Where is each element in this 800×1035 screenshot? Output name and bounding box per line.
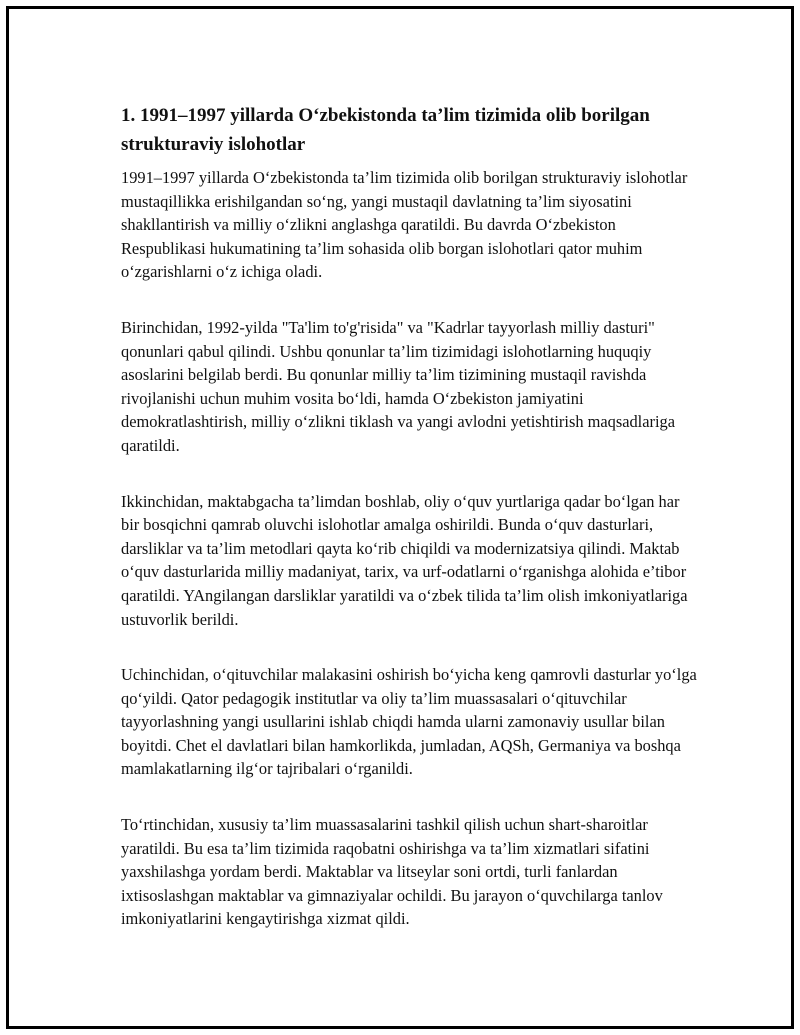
paragraph-second-point: Ikkinchidan, maktabgacha ta’limdan boshlab, oliy o‘quv yurtlariga qadar bo‘lgan har bir bosqichni qamrab oluvchi islohotlar amalga oshirildi. Bunda o‘quv dasturlari, darsliklar va ta’lim metodlari qayta ko‘rib chiqildi va modernizatsiya qilindi. Maktab o‘quv dasturlarida milliy madaniyat, tarix, va urf-odatlarni o‘rganishga alohida e’tibor qaratildi. YAngilangan darsliklar yaratildi va o‘zbek tilida ta’lim olish imkoniyatlariga ustuvorlik berildi. xyxy=(121,491,688,629)
page-frame xyxy=(6,6,794,1029)
document-body xyxy=(121,91,701,955)
paragraph-third-point: Uchinchidan, o‘qituvchilar malakasini oshirish bo‘yicha keng qamrovli dasturlar yo‘lga qo‘yildi. Qator pedagogik institutlar va oliy ta’lim muassasalari o‘qituvchilar tayyorlashning yangi usullarini ishlab chiqdi hamda ularni zamonaviy usullar bilan boyitdi. Chet el davlatlari bilan hamkorlikda, jumladan, AQSh, Germaniya va boshqa mamlakatlarning ilg‘or tajribalari o‘rganildi. xyxy=(121,665,697,779)
paragraph-fourth-point: To‘rtinchidan, xususiy ta’lim muassasalarini tashkil qilish uchun shart-sharoitlar yaratildi. Bu esa ta’lim tizimida raqobatni oshirishga va ta’lim xizmatlari sifatini yaxshilashga yordam berdi. Maktablar va litseylar soni ortdi, turli fanlardan ixtisoslashgan maktablar va gimnaziyalar ochildi. Bu jarayon o‘quvchilarga tanlov imkoniyatlarini kengaytirishga xizmat qildi. xyxy=(121,815,663,929)
paragraph-first-point: Birinchidan, 1992-yilda "Ta'lim to'g'risida" va "Kadrlar tayyorlash milliy dasturi" qonunlari qabul qilindi. Ushbu qonunlar ta’lim tizimidagi islohotlarning huquqiy asoslarini belgilab berdi. Bu qonunlar milliy ta’lim tizimining mustaqil ravishda rivojlanishi uchun muhim vosita bo‘ldi, hamda O‘zbekiston jamiyatini demokratlashtirish, milliy o‘zlikni tiklash va yangi avlodni yetishtirish maqsadlariga qaratildi. xyxy=(121,317,675,455)
section-heading: 1. 1991–1997 yillarda O‘zbekistonda ta’lim tizimida olib borilgan strukturaviy islohotlar xyxy=(121,105,650,155)
paragraph-intro: 1991–1997 yillarda O‘zbekistonda ta’lim tizimida olib borilgan strukturaviy islohotlar mustaqillikka erishilgandan so‘ng, yangi mustaqil davlatning ta’lim siyosatini shakllantirish va milliy o‘zlikni anglashga qaratildi. Bu davrda O‘zbekiston Respublikasi hukumatining ta’lim sohasida olib borgan islohotlari qator muhim o‘zgarishlarni o‘z ichiga oladi. xyxy=(121,168,688,282)
